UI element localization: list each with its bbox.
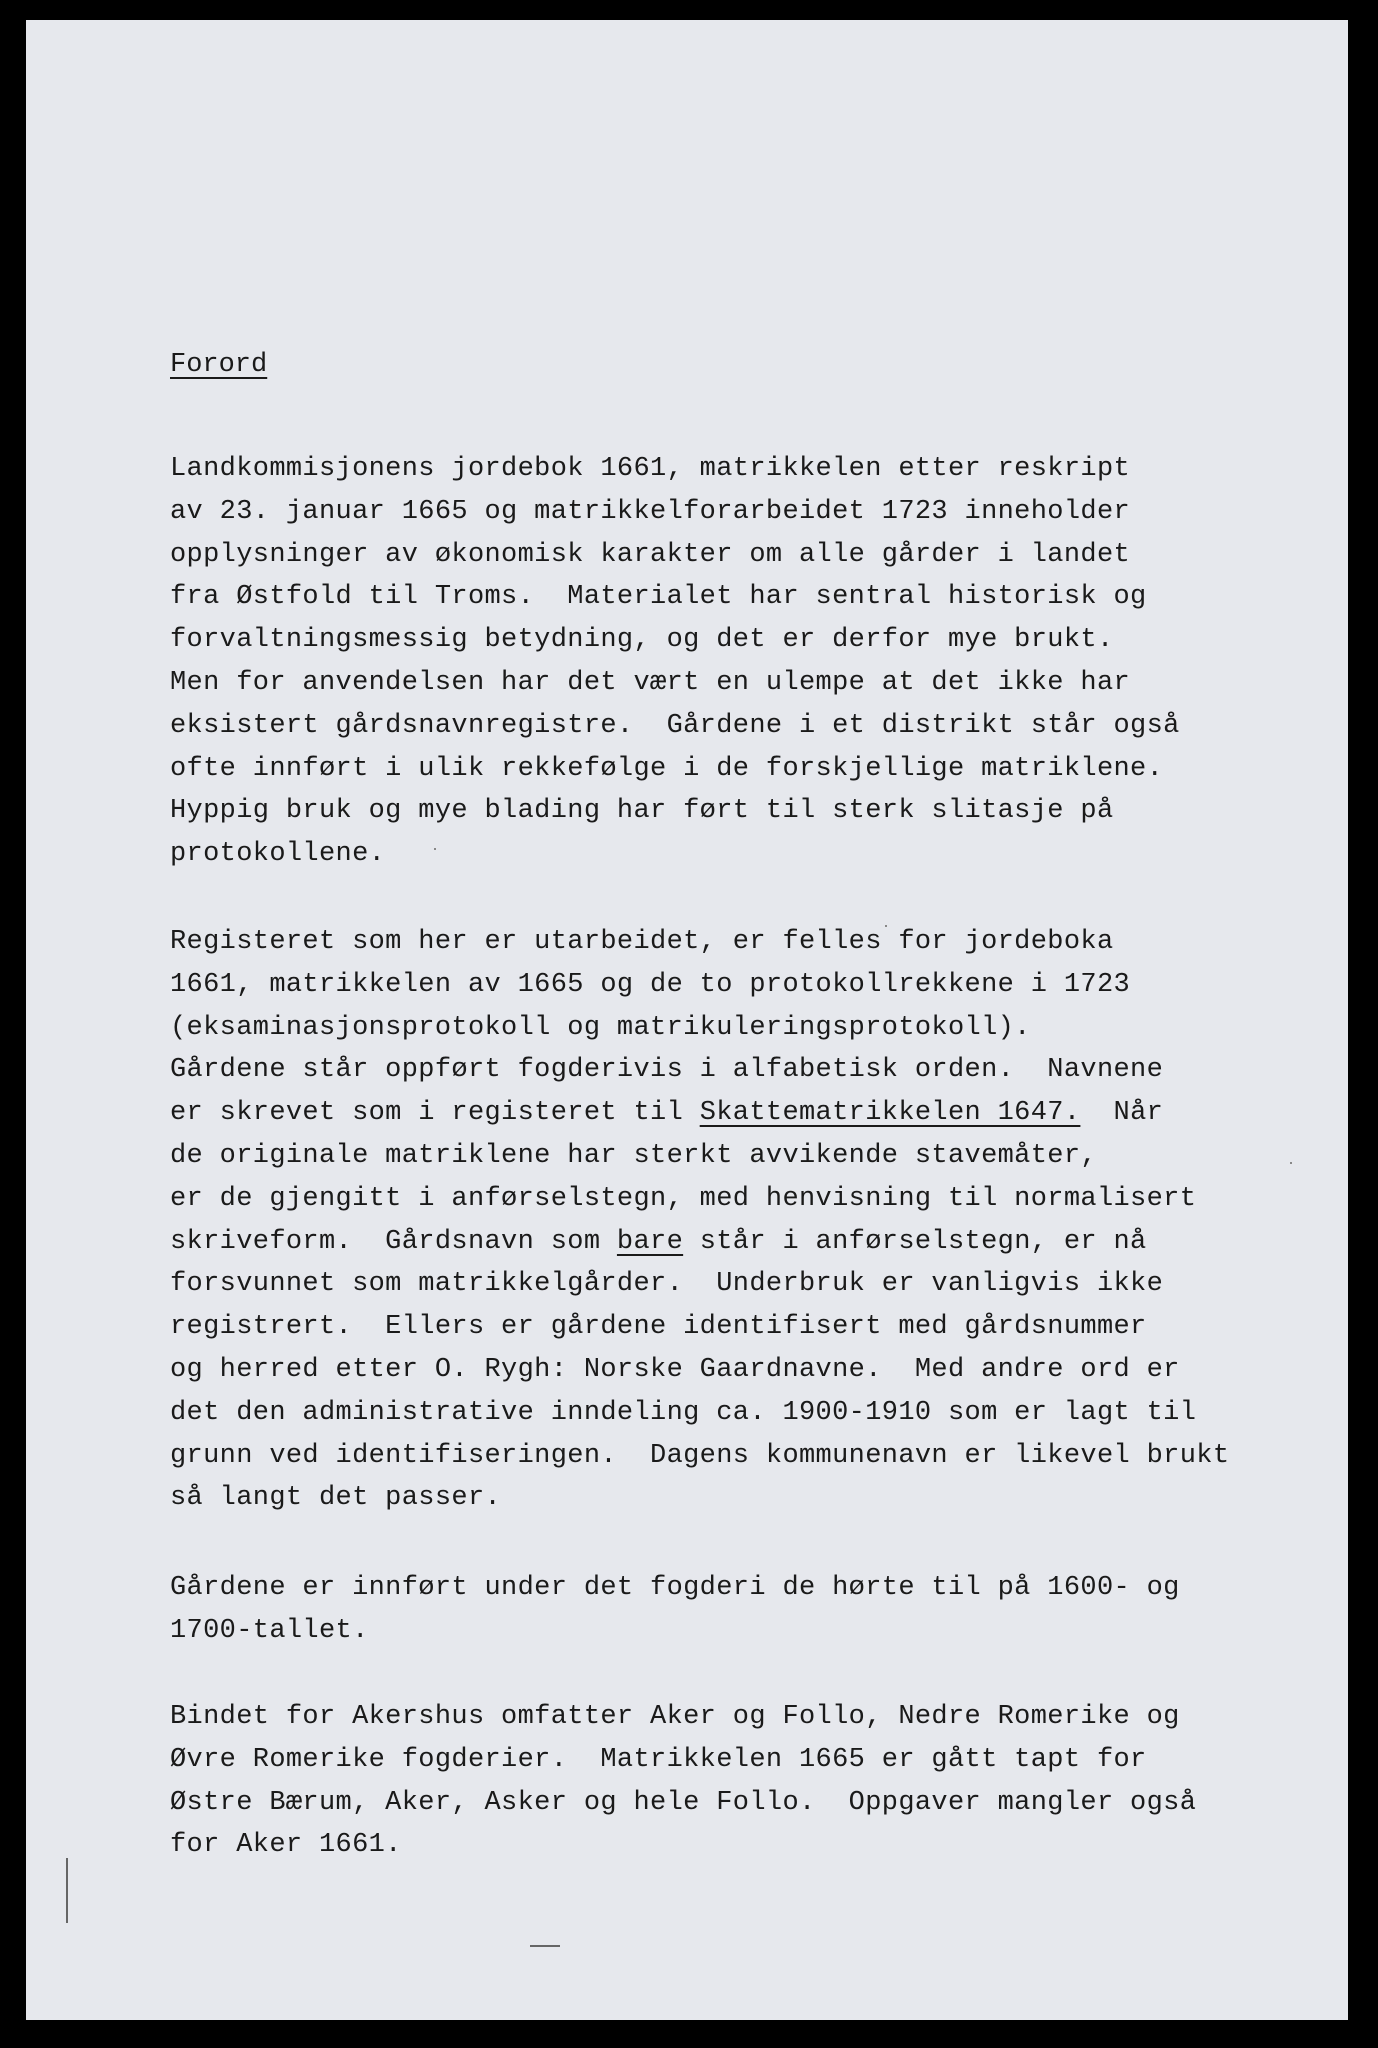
text-line: fra Østfold til Troms. Materialet har sentral historisk og xyxy=(170,582,1147,613)
text-line: Registeret som her er utarbeidet, er felles for jordeboka xyxy=(170,927,1114,957)
text-line xyxy=(170,1092,1229,1135)
text-line: 1700-tallet. xyxy=(170,1615,369,1646)
text-line: grunn ved identifiseringen. Dagens kommunenavn er likevel brukt xyxy=(170,1440,1230,1471)
text-line: Bindet for Akershus omfatter Aker og Follo, Nedre Romerike og xyxy=(170,1702,1180,1732)
text-line: Østre Bærum, Aker, Asker og hele Follo. Oppgaver mangler også xyxy=(170,1787,1197,1818)
underlined-emphasis: bare xyxy=(616,1226,684,1257)
paragraph-2 xyxy=(170,921,1229,1520)
text-line: Hyppig bruk og mye blading har ført til sterk slitasje på xyxy=(170,796,1114,827)
paragraph-4 xyxy=(170,1696,1196,1867)
text-line: opplysninger av økonomisk karakter om alle gårder i landet xyxy=(170,539,1131,570)
text-line: (eksaminasjonsprotokoll og matrikuleringsprotokoll). xyxy=(170,1012,1031,1043)
text-line: det den administrative inndeling ca. 1900-1910 som er lagt til xyxy=(170,1397,1197,1428)
text-line: Gårdene er innført under det fogderi de hørte til på 1600- og xyxy=(170,1573,1180,1603)
text-fragment: Når xyxy=(1080,1098,1164,1129)
text-fragment: skriveform. Gårdsnavn som xyxy=(170,1226,617,1257)
text-line xyxy=(170,1221,1229,1264)
text-line: registrert. Ellers er gårdene identifisert med gårdsnummer xyxy=(170,1312,1147,1343)
text-line: forsvunnet som matrikkelgårder. Underbruk er vanligvis ikke xyxy=(170,1269,1164,1300)
margin-mark xyxy=(66,1858,68,1923)
text-fragment: er skrevet som i registeret til xyxy=(170,1098,700,1129)
text-line: for Aker 1661. xyxy=(170,1830,402,1861)
text-line: ofte innført i ulik rekkefølge i de forskjellige matriklene. xyxy=(170,753,1164,784)
text-line: Øvre Romerike fogderier. Matrikkelen 1665 er gått tapt for xyxy=(170,1744,1147,1775)
text-line: Landkommisjonens jordebok 1661, matrikkelen etter reskript xyxy=(170,454,1131,484)
text-line: de originale matriklene har sterkt avvikende stavemåter, xyxy=(170,1140,1097,1171)
text-line: Men for anvendelsen har det vært en ulempe at det ikke har xyxy=(170,667,1131,698)
text-line: og herred etter O. Rygh: Norske Gaardnavne. Med andre ord er xyxy=(170,1354,1180,1385)
underlined-reference: Skattematrikkelen 1647. xyxy=(699,1098,1081,1129)
paper-speck xyxy=(434,848,436,850)
text-line: protokollene. xyxy=(170,839,386,870)
text-line: Gårdene står oppført fogderivis i alfabetisk orden. Navnene xyxy=(170,1055,1164,1086)
text-line: forvaltningsmessig betydning, og det er derfor mye brukt. xyxy=(170,625,1114,656)
text-line: av 23. januar 1665 og matrikkelforarbeidet 1723 inneholder xyxy=(170,496,1131,527)
paper-speck xyxy=(1290,1162,1292,1164)
text-line: så langt det passer. xyxy=(170,1483,502,1514)
paragraph-3 xyxy=(170,1567,1180,1653)
stray-mark xyxy=(530,1945,560,1947)
text-line: eksistert gårdsnavnregistre. Gårdene i et distrikt står også xyxy=(170,710,1180,741)
text-fragment: står i anførselstegn, er nå xyxy=(683,1226,1147,1257)
paragraph-1 xyxy=(170,448,1180,876)
text-line: er de gjengitt i anførselstegn, med henvisning til normalisert xyxy=(170,1183,1197,1214)
paper-speck xyxy=(885,925,887,927)
page-title: Forord xyxy=(170,350,268,380)
text-line: 1661, matrikkelen av 1665 og de to protokollrekkene i 1723 xyxy=(170,969,1131,1000)
